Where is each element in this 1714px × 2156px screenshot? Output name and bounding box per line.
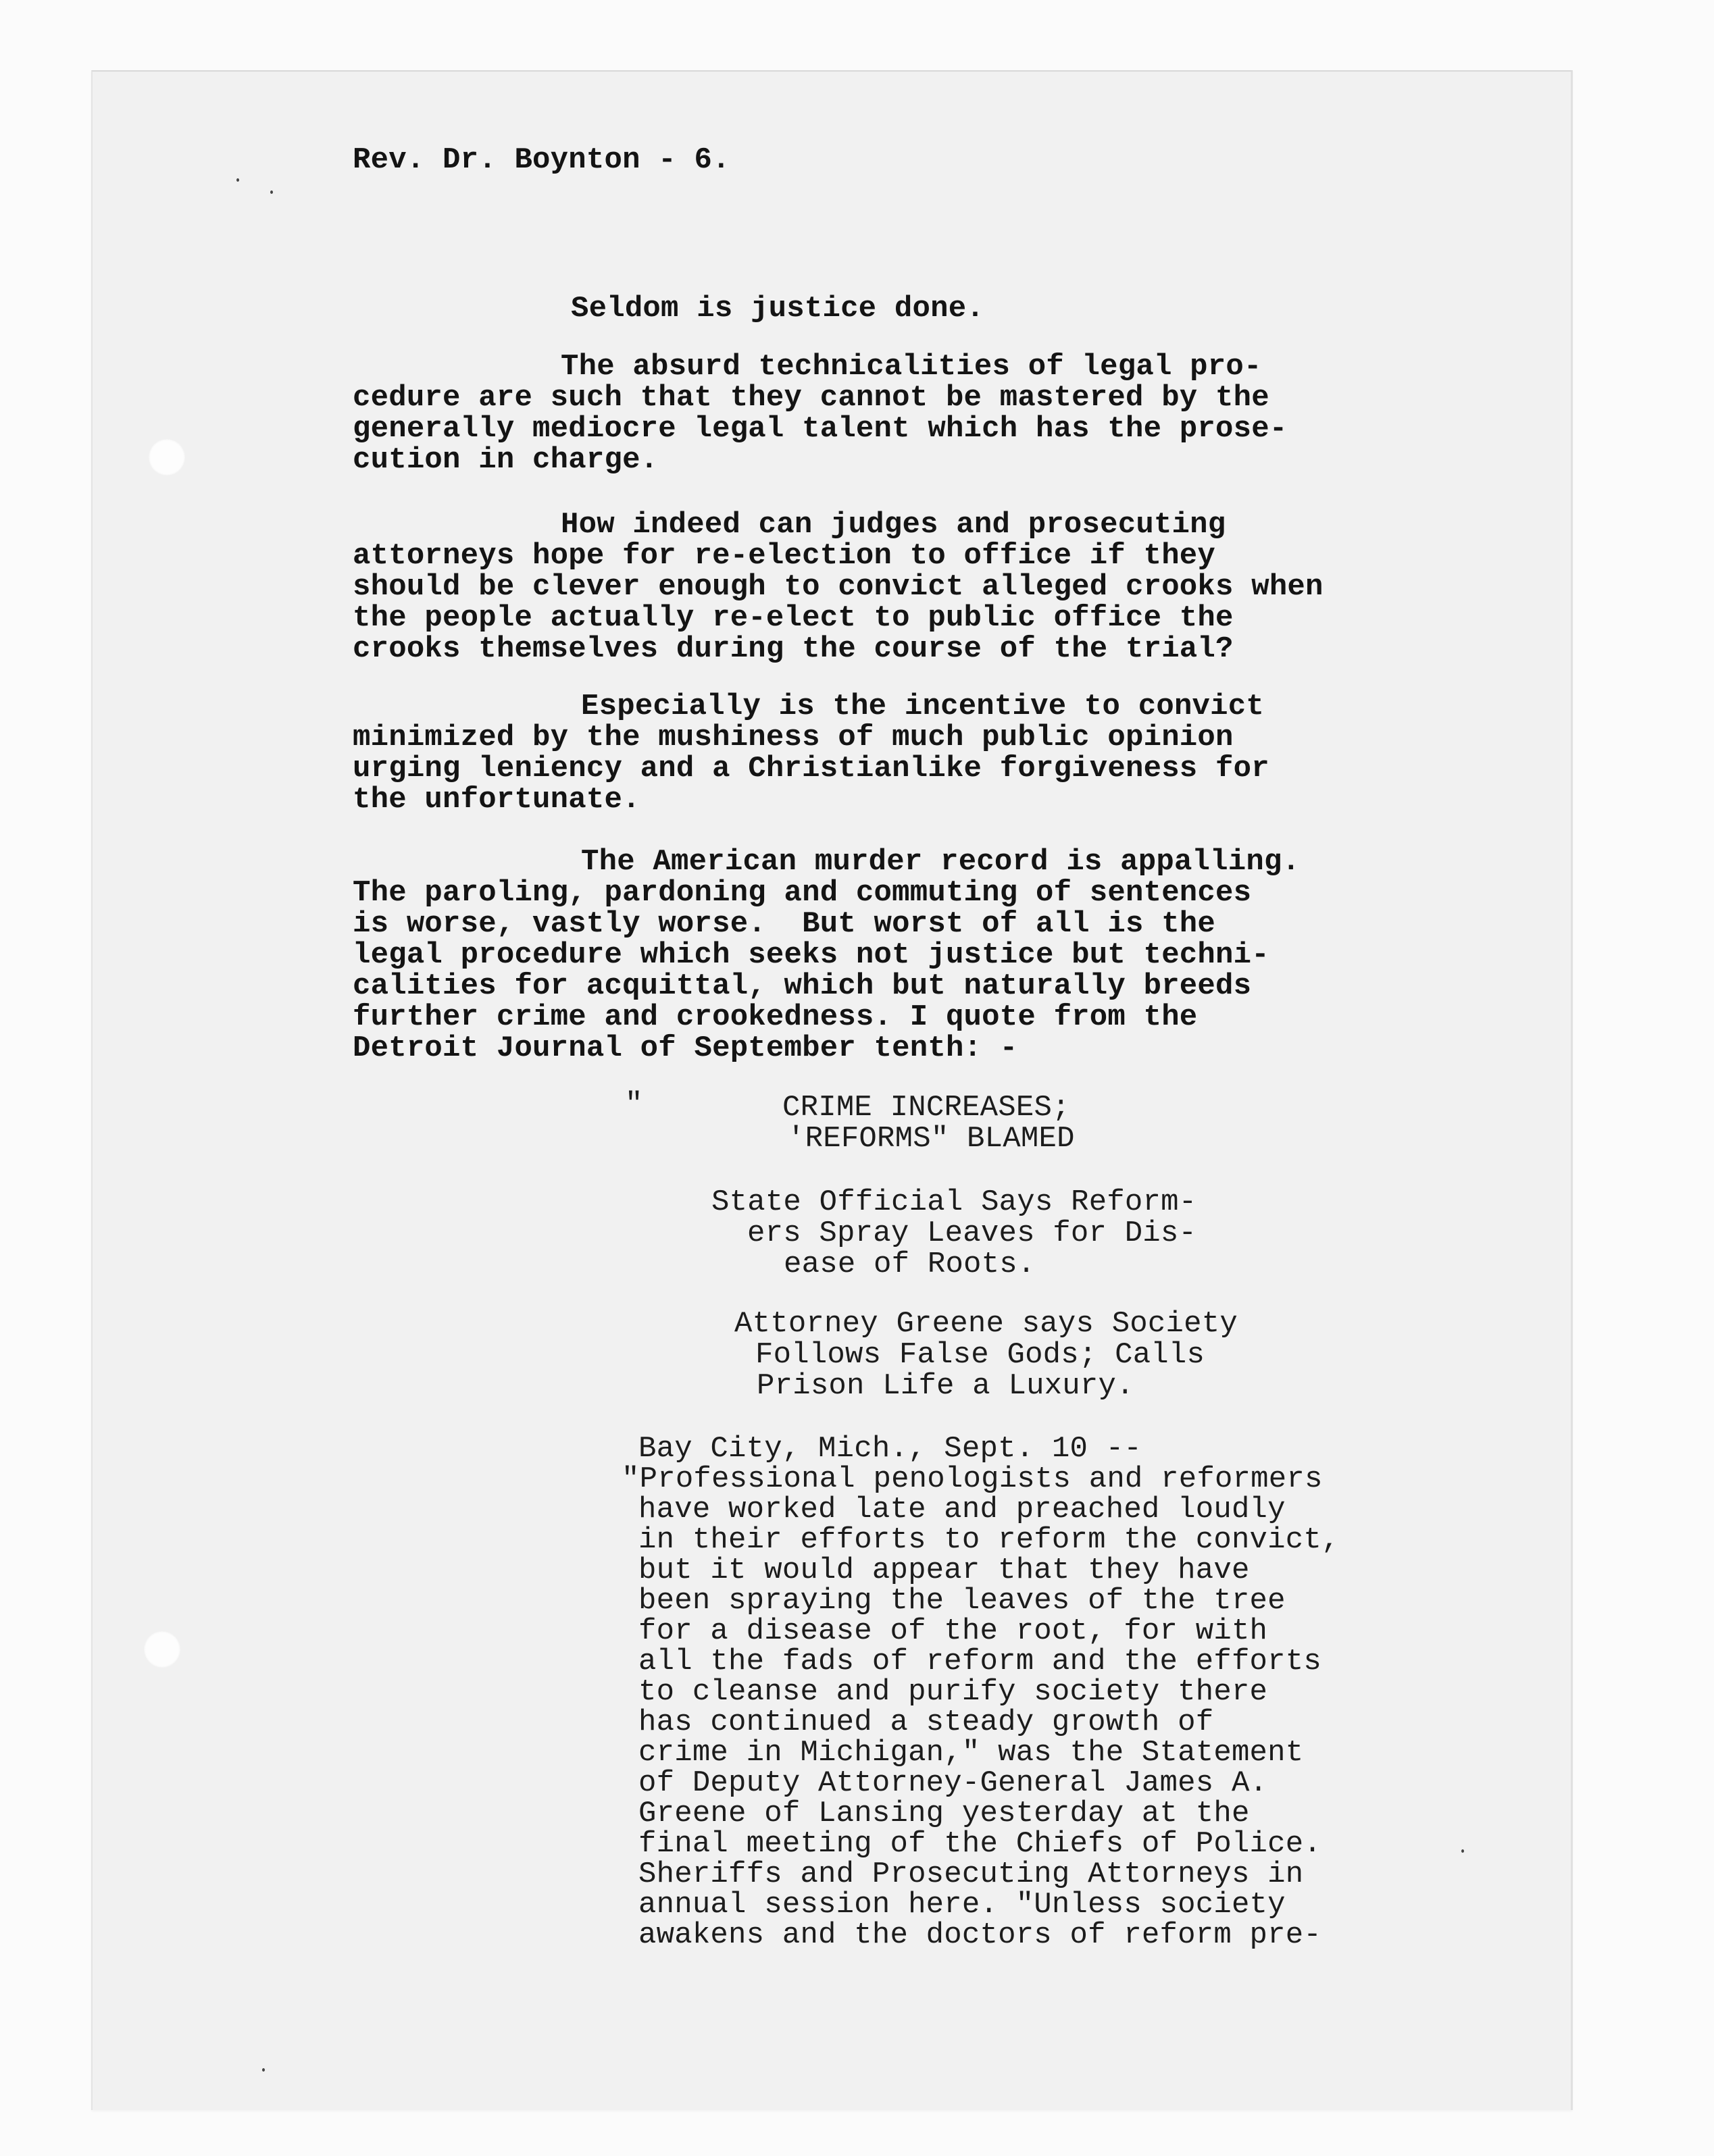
speck [270, 190, 273, 194]
text-line: Bay City, Mich., Sept. 10 -- [638, 1432, 1142, 1466]
text-line: Sheriffs and Prosecuting Attorneys in [638, 1857, 1304, 1891]
text-line: legal procedure which seeks not justice but techni- [353, 938, 1269, 972]
punch-hole [149, 439, 185, 476]
text-line: further crime and crookedness. I quote from the [353, 1000, 1198, 1034]
text-line: of Deputy Attorney-General James A. [638, 1766, 1268, 1800]
text-line: is worse, vastly worse. But worst of all is the [353, 907, 1216, 941]
text-line: been spraying the leaves of the tree [638, 1584, 1286, 1618]
text-line: cedure are such that they cannot be mastered by the [353, 381, 1269, 415]
text-line: calities for acquittal, which but naturally breeds [353, 969, 1252, 1003]
text-line: generally mediocre legal talent which has the prose- [353, 412, 1288, 446]
text-line: The paroling, pardoning and commuting of sentences [353, 876, 1252, 910]
text-line: attorneys hope for re-election to office if they [353, 539, 1216, 573]
text-line: the people actually re-elect to public office the [353, 601, 1234, 635]
text-line: have worked late and preached loudly [638, 1493, 1286, 1526]
subhead-line: Attorney Greene says Society [734, 1307, 1238, 1341]
text-line: crooks themselves during the course of the trial? [353, 632, 1234, 666]
text-line: but it would appear that they have [638, 1554, 1250, 1587]
subhead-line: Prison Life a Luxury. [757, 1369, 1134, 1403]
text-line: crime in Michigan," was the Statement [638, 1736, 1304, 1770]
text-line: cution in charge. [353, 443, 659, 477]
open-quote-mark: " [625, 1087, 643, 1121]
text-line: Detroit Journal of September tenth: - [353, 1031, 1018, 1065]
page-header: Rev. Dr. Boynton - 6. [353, 143, 730, 177]
text-line: urging leniency and a Christianlike forgiveness for [353, 752, 1269, 786]
text-line: The absurd technicalities of legal pro- [561, 350, 1262, 384]
subhead-line: State Official Says Reform- [711, 1185, 1197, 1219]
speck [236, 178, 239, 182]
text-line: awakens and the doctors of reform pre- [638, 1918, 1321, 1952]
text-line: minimized by the mushiness of much public opinion [353, 721, 1234, 754]
text-line: all the fads of reform and the efforts [638, 1645, 1321, 1678]
subhead-line: Follows False Gods; Calls [755, 1338, 1205, 1372]
subhead-line: ers Spray Leaves for Dis- [747, 1216, 1197, 1250]
headline-line: 'REFORMS" BLAMED [787, 1122, 1075, 1156]
text-line: has continued a steady growth of [638, 1705, 1214, 1739]
text-line: Especially is the incentive to convict [581, 690, 1264, 723]
text-line: to cleanse and purify society there [638, 1675, 1268, 1709]
text-line: Greene of Lansing yesterday at the [638, 1797, 1250, 1830]
headline-line: CRIME INCREASES; [782, 1091, 1070, 1125]
text-line: the unfortunate. [353, 783, 640, 817]
text-line: annual session here. "Unless society [638, 1888, 1286, 1922]
subhead-line: ease of Roots. [784, 1248, 1036, 1281]
text-line: should be clever enough to convict alleged crooks when [353, 570, 1324, 604]
text-line: "Professional penologists and reformers [622, 1462, 1323, 1496]
speck [262, 2068, 265, 2072]
text-line: How indeed can judges and prosecuting [561, 508, 1226, 542]
speck [1461, 1849, 1464, 1853]
opening-line: Seldom is justice done. [571, 292, 984, 326]
text-line: final meeting of the Chiefs of Police. [638, 1827, 1321, 1861]
text-line: in their efforts to reform the convict, [638, 1523, 1340, 1557]
punch-hole [144, 1631, 180, 1668]
text-line: The American murder record is appalling. [581, 845, 1301, 879]
text-line: for a disease of the root, for with [638, 1614, 1268, 1648]
